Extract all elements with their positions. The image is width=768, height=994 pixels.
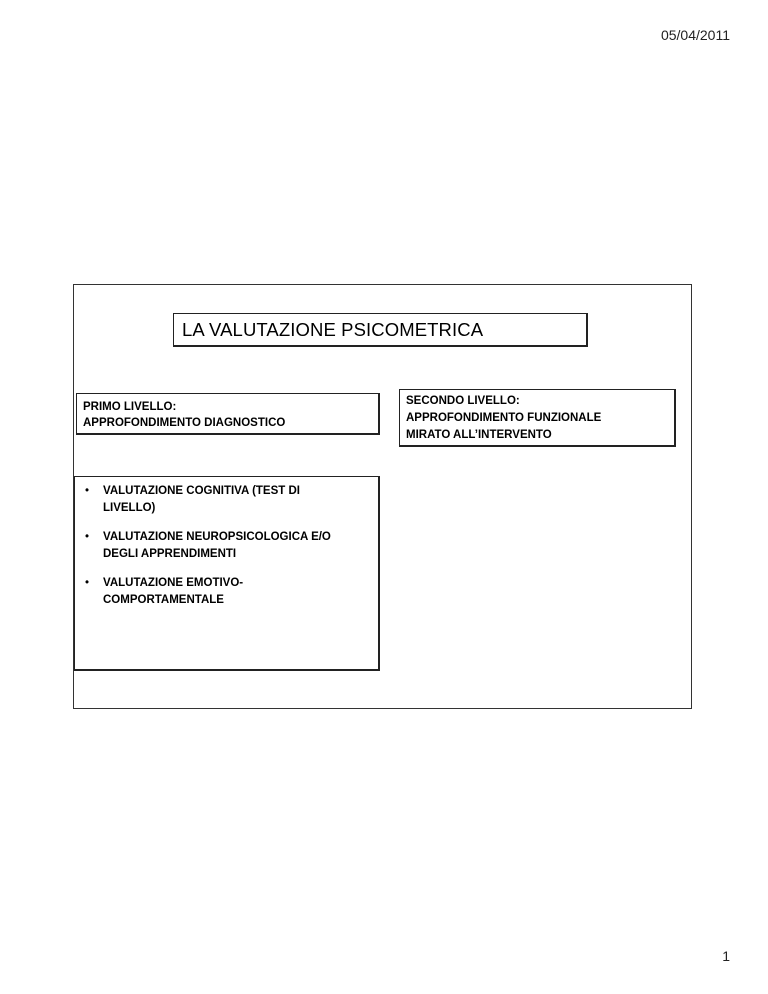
bullet-icon: • xyxy=(85,577,90,589)
page-number: 1 xyxy=(722,948,730,964)
valutazioni-list-box xyxy=(74,476,380,671)
secondo-livello-line2: APPROFONDIMENTO FUNZIONALE xyxy=(406,412,602,424)
list-item-line: VALUTAZIONE EMOTIVO- xyxy=(103,577,244,589)
valutazioni-list xyxy=(79,483,370,609)
bullet-icon: • xyxy=(85,531,90,543)
list-item xyxy=(79,529,370,563)
slide-title: LA VALUTAZIONE PSICOMETRICA xyxy=(182,319,484,340)
list-item xyxy=(79,575,370,609)
secondo-livello-box xyxy=(399,389,676,447)
list-item xyxy=(79,483,370,517)
secondo-livello-line3: MIRATO ALL’INTERVENTO xyxy=(406,429,552,441)
bullet-icon: • xyxy=(85,485,90,497)
secondo-livello-heading: SECONDO LIVELLO: xyxy=(406,395,520,407)
page-date: 05/04/2011 xyxy=(660,27,730,43)
list-item-line: VALUTAZIONE NEUROPSICOLOGICA E/O xyxy=(103,531,331,543)
list-item-line: DEGLI APPRENDIMENTI xyxy=(103,548,237,560)
primo-livello-subheading: APPROFONDIMENTO DIAGNOSTICO xyxy=(83,417,286,429)
primo-livello-box xyxy=(76,393,380,435)
list-item-line: COMPORTAMENTALE xyxy=(103,594,224,606)
slide-frame xyxy=(73,284,692,709)
slide-title-box xyxy=(173,313,588,347)
list-item-line: LIVELLO) xyxy=(103,502,156,514)
primo-livello-heading: PRIMO LIVELLO: xyxy=(83,401,177,413)
list-item-line: VALUTAZIONE COGNITIVA (TEST DI xyxy=(103,485,300,497)
